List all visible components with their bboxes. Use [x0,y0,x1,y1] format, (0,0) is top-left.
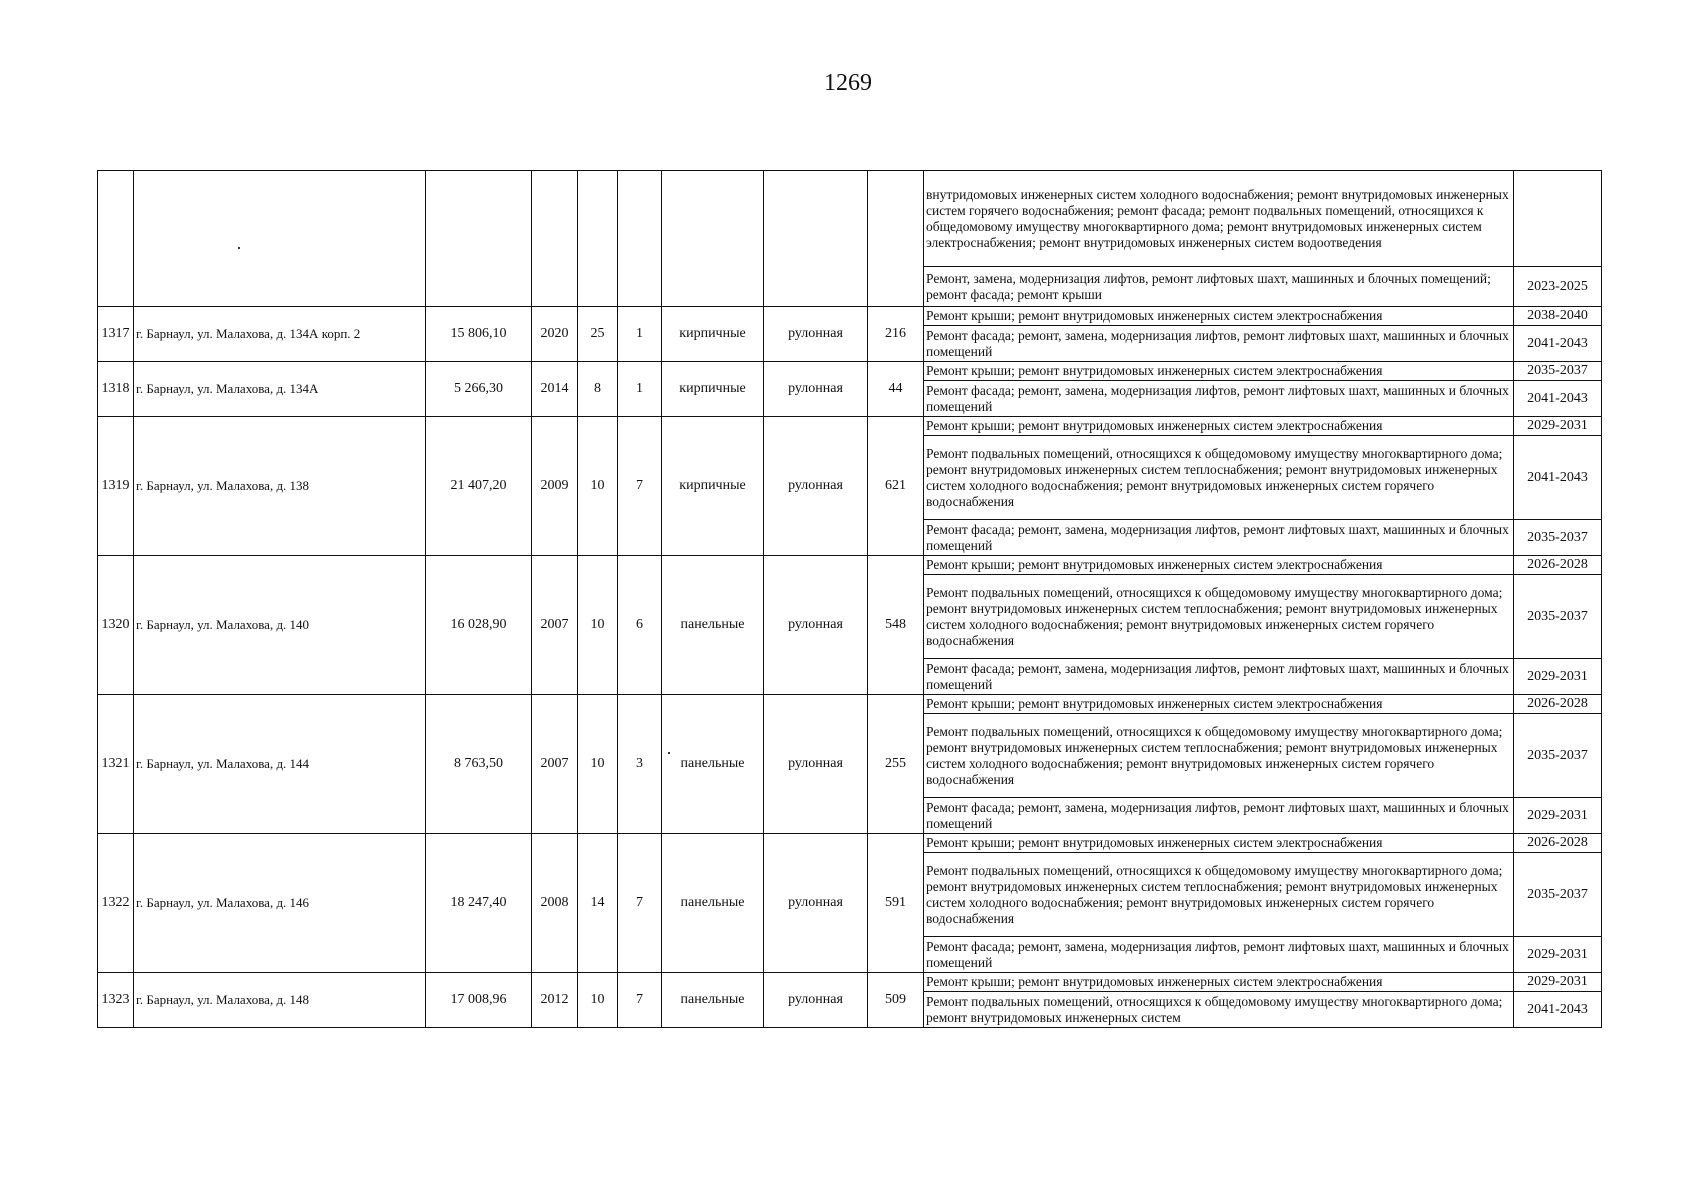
cell-floors: 10 [578,556,618,695]
table-row [98,695,1602,714]
cell-work: Ремонт фасада; ремонт, замена, модернизация лифтов, ремонт лифтовых шахт, машинных и блочных помещений [924,326,1514,362]
scan-speck [238,247,240,249]
cell-residents [868,171,924,307]
cell-walls: панельные [662,973,764,1028]
cell-walls: панельные [662,556,764,695]
cell-year: 2020 [532,307,578,362]
cell-roof: рулонная [764,695,868,834]
cell-work: Ремонт крыши; ремонт внутридомовых инженерных систем электроснабжения [924,973,1514,992]
cell-entrances: 1 [618,362,662,417]
cell-year: 2012 [532,973,578,1028]
cell-roof: рулонная [764,417,868,556]
cell-walls: кирпичные [662,417,764,556]
cell-roof: рулонная [764,362,868,417]
page-number: 1269 [824,70,872,96]
cell-period: 2035-2037 [1514,714,1602,798]
cell-address: г. Барнаул, ул. Малахова, д. 146 [134,834,426,973]
cell-period: 2029-2031 [1514,937,1602,973]
cell-area: 16 028,90 [426,556,532,695]
cell-walls: кирпичные [662,307,764,362]
cell-residents: 509 [868,973,924,1028]
cell-period: 2026-2028 [1514,834,1602,853]
cell-roof: рулонная [764,556,868,695]
cell-address [134,171,426,307]
cell-num [98,171,134,307]
cell-area: 18 247,40 [426,834,532,973]
cell-walls: панельные [662,695,764,834]
cell-address: г. Барнаул, ул. Малахова, д. 138 [134,417,426,556]
cell-floors: 10 [578,973,618,1028]
cell-address: г. Барнаул, ул. Малахова, д. 140 [134,556,426,695]
cell-floors: 10 [578,417,618,556]
cell-entrances: 6 [618,556,662,695]
cell-work: Ремонт, замена, модернизация лифтов, ремонт лифтовых шахт, машинных и блочных помещений; ремонт фасада; ремонт крыши [924,267,1514,307]
cell-year: 2009 [532,417,578,556]
cell-period: 2029-2031 [1514,798,1602,834]
cell-roof: рулонная [764,834,868,973]
cell-work: Ремонт фасада; ремонт, замена, модернизация лифтов, ремонт лифтовых шахт, машинных и блочных помещений [924,520,1514,556]
cell-work: Ремонт подвальных помещений, относящихся к общедомовому имуществу многоквартирного дома; ремонт внутридомовых инженерных систем теплоснабжения; ремонт внутридомовых инженерных систем холодного водоснабжения; ремонт внутридомовых инженерных систем горячего водоснабжения [924,853,1514,937]
cell-work: Ремонт фасада; ремонт, замена, модернизация лифтов, ремонт лифтовых шахт, машинных и блочных помещений [924,798,1514,834]
cell-year: 2014 [532,362,578,417]
cell-period: 2023-2025 [1514,267,1602,307]
cell-address: г. Барнаул, ул. Малахова, д. 134А [134,362,426,417]
cell-area: 17 008,96 [426,973,532,1028]
cell-entrances: 3 [618,695,662,834]
table-row [98,556,1602,575]
cell-period: 2035-2037 [1514,575,1602,659]
cell-period: 2029-2031 [1514,417,1602,436]
cell-area: 21 407,20 [426,417,532,556]
cell-address: г. Барнаул, ул. Малахова, д. 134А корп. 2 [134,307,426,362]
cell-area: 15 806,10 [426,307,532,362]
cell-period: 2029-2031 [1514,973,1602,992]
cell-period: 2041-2043 [1514,436,1602,520]
cell-floors: 10 [578,695,618,834]
cell-work: Ремонт крыши; ремонт внутридомовых инженерных систем электроснабжения [924,362,1514,381]
cell-period: 2035-2037 [1514,520,1602,556]
cell-residents: 44 [868,362,924,417]
cell-period: 2029-2031 [1514,659,1602,695]
cell-floors: 25 [578,307,618,362]
cell-residents: 216 [868,307,924,362]
cell-period: 2041-2043 [1514,992,1602,1028]
table-row [98,973,1602,992]
cell-work: Ремонт крыши; ремонт внутридомовых инженерных систем электроснабжения [924,556,1514,575]
cell-year: 2007 [532,695,578,834]
cell-num: 1320 [98,556,134,695]
cell-work: Ремонт крыши; ремонт внутридомовых инженерных систем электроснабжения [924,695,1514,714]
cell-work: Ремонт подвальных помещений, относящихся к общедомовому имуществу многоквартирного дома; ремонт внутридомовых инженерных систем теплоснабжения; ремонт внутридомовых инженерных систем холодного водоснабжения; ремонт внутридомовых инженерных систем горячего водоснабжения [924,714,1514,798]
cell-work: Ремонт фасада; ремонт, замена, модернизация лифтов, ремонт лифтовых шахт, машинных и блочных помещений [924,381,1514,417]
cell-num: 1321 [98,695,134,834]
table-row [98,307,1602,326]
table-row [98,362,1602,381]
cell-walls: кирпичные [662,362,764,417]
cell-period: 2035-2037 [1514,853,1602,937]
cell-num: 1319 [98,417,134,556]
table-row [98,417,1602,436]
cell-work: Ремонт крыши; ремонт внутридомовых инженерных систем электроснабжения [924,834,1514,853]
cell-work: Ремонт подвальных помещений, относящихся к общедомовому имуществу многоквартирного дома; ремонт внутридомовых инженерных систем теплоснабжения; ремонт внутридомовых инженерных систем холодного водоснабжения; ремонт внутридомовых инженерных систем горячего водоснабжения [924,575,1514,659]
cell-residents: 621 [868,417,924,556]
cell-entrances: 7 [618,973,662,1028]
cell-work: Ремонт подвальных помещений, относящихся к общедомовому имуществу многоквартирного дома; ремонт внутридомовых инженерных систем [924,992,1514,1028]
cell-work: Ремонт фасада; ремонт, замена, модернизация лифтов, ремонт лифтовых шахт, машинных и блочных помещений [924,659,1514,695]
cell-work: Ремонт крыши; ремонт внутридомовых инженерных систем электроснабжения [924,417,1514,436]
cell-floors: 14 [578,834,618,973]
cell-period: 2041-2043 [1514,381,1602,417]
cell-period: 2026-2028 [1514,695,1602,714]
cell-roof: рулонная [764,973,868,1028]
cell-residents: 591 [868,834,924,973]
cell-roof [764,171,868,307]
cell-walls: панельные [662,834,764,973]
scan-speck [668,752,670,754]
cell-address: г. Барнаул, ул. Малахова, д. 148 [134,973,426,1028]
cell-work: Ремонт крыши; ремонт внутридомовых инженерных систем электроснабжения [924,307,1514,326]
table-row [98,171,1602,267]
cell-entrances: 7 [618,417,662,556]
cell-address: г. Барнаул, ул. Малахова, д. 144 [134,695,426,834]
cell-roof: рулонная [764,307,868,362]
cell-work: внутридомовых инженерных систем холодного водоснабжения; ремонт внутридомовых инженерных систем горячего водоснабжения; ремонт фасада; ремонт подвальных помещений, относящихся к общедомовому имуществу многоквартирного дома; ремонт внутридомовых инженерных систем электроснабжения; ремонт внутридомовых инженерных систем водоотведения [924,171,1514,267]
cell-entrances [618,171,662,307]
cell-period: 2038-2040 [1514,307,1602,326]
cell-year: 2007 [532,556,578,695]
cell-period [1514,171,1602,267]
cell-walls [662,171,764,307]
table-row [98,834,1602,853]
cell-num: 1323 [98,973,134,1028]
cell-floors [578,171,618,307]
cell-entrances: 1 [618,307,662,362]
cell-period: 2026-2028 [1514,556,1602,575]
cell-area: 8 763,50 [426,695,532,834]
cell-residents: 255 [868,695,924,834]
cell-work: Ремонт фасада; ремонт, замена, модернизация лифтов, ремонт лифтовых шахт, машинных и блочных помещений [924,937,1514,973]
cell-work: Ремонт подвальных помещений, относящихся к общедомовому имуществу многоквартирного дома; ремонт внутридомовых инженерных систем теплоснабжения; ремонт внутридомовых инженерных систем холодного водоснабжения; ремонт внутридомовых инженерных систем горячего водоснабжения [924,436,1514,520]
cell-area [426,171,532,307]
cell-area: 5 266,30 [426,362,532,417]
cell-year: 2008 [532,834,578,973]
cell-num: 1322 [98,834,134,973]
cell-num: 1317 [98,307,134,362]
cell-num: 1318 [98,362,134,417]
repair-register-table [97,170,1602,1028]
cell-period: 2035-2037 [1514,362,1602,381]
cell-entrances: 7 [618,834,662,973]
cell-residents: 548 [868,556,924,695]
cell-period: 2041-2043 [1514,326,1602,362]
cell-floors: 8 [578,362,618,417]
cell-year [532,171,578,307]
